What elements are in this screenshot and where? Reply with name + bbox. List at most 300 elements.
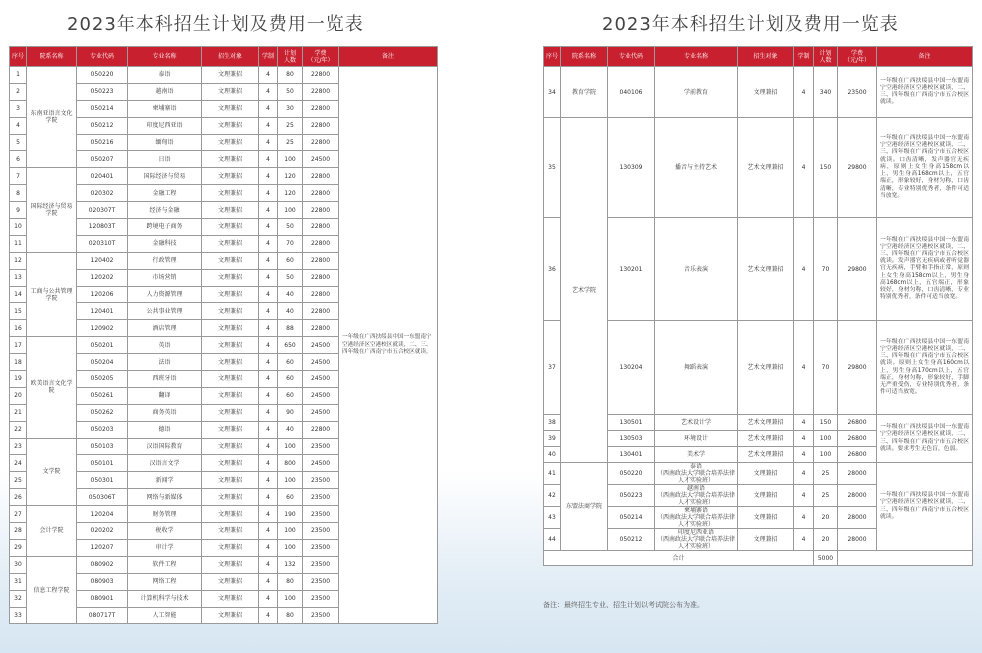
row-index: 8	[10, 185, 27, 202]
plan-count: 50	[278, 83, 303, 100]
enroll-target: 文理兼招	[202, 202, 259, 219]
right-table-header	[544, 47, 973, 67]
study-years: 4	[259, 387, 278, 404]
major-name: 越南语 （西南政法大学联合培养法律人才实验班）	[655, 485, 738, 507]
header-years: 学制	[794, 47, 814, 67]
major-name: 柬埔寨语 （西南政法大学联合培养法律人才实验班）	[655, 507, 738, 529]
plan-count: 20	[814, 507, 838, 529]
remarks-note: 一年级在广西扶绥县中国一东盟南宁空港经济区空港校区就读，二、三、四年级在广西南宁市五合校区就读。	[877, 67, 973, 118]
tuition-fee: 24500	[303, 404, 339, 421]
enroll-target: 文理兼招	[202, 421, 259, 438]
study-years: 4	[794, 485, 814, 507]
enroll-target: 文理兼招	[202, 67, 259, 84]
row-index: 38	[544, 415, 561, 431]
major-name: 金融工程	[128, 185, 202, 202]
major-code: 050205	[77, 371, 128, 388]
left-table-header	[10, 47, 438, 67]
tuition-fee: 29800	[838, 321, 877, 415]
major-name: 泰语	[128, 67, 202, 84]
plan-count: 190	[278, 506, 303, 523]
major-code: 080717T	[77, 607, 128, 624]
study-years: 4	[794, 463, 814, 485]
tuition-fee: 23500	[303, 506, 339, 523]
enroll-target: 文理兼招	[202, 100, 259, 117]
major-code: 020302	[77, 185, 128, 202]
major-name: 美术学	[655, 447, 738, 463]
header-dept: 院系名称	[561, 47, 608, 67]
header-major: 专业名称	[655, 47, 738, 67]
study-years: 4	[259, 371, 278, 388]
enroll-target: 文理兼招	[202, 286, 259, 303]
study-years: 4	[259, 168, 278, 185]
row-index: 30	[10, 556, 27, 573]
major-name: 汉语言文学	[128, 455, 202, 472]
major-name: 经济与金融	[128, 202, 202, 219]
enroll-target: 文理兼招	[202, 269, 259, 286]
enroll-target: 文理兼招	[202, 607, 259, 624]
study-years: 4	[259, 67, 278, 84]
major-name: 艺术设计学	[655, 415, 738, 431]
major-name: 越南语	[128, 83, 202, 100]
table-row	[544, 218, 973, 321]
row-index: 39	[544, 431, 561, 447]
plan-count: 25	[814, 485, 838, 507]
total-value: 5000	[814, 551, 838, 566]
plan-count: 70	[814, 321, 838, 415]
tuition-fee: 22800	[303, 67, 339, 84]
study-years: 4	[259, 455, 278, 472]
plan-count: 70	[278, 235, 303, 252]
study-years: 4	[259, 421, 278, 438]
major-name: 柬埔寨语	[128, 100, 202, 117]
row-index: 14	[10, 286, 27, 303]
row-index: 43	[544, 507, 561, 529]
major-code: 130501	[608, 415, 655, 431]
enroll-target: 艺术文理兼招	[738, 321, 794, 415]
major-code: 020401	[77, 168, 128, 185]
major-name: 公共事业管理	[128, 303, 202, 320]
row-index: 21	[10, 404, 27, 421]
plan-count: 120	[278, 168, 303, 185]
row-index: 20	[10, 387, 27, 404]
enroll-target: 文理兼招	[202, 489, 259, 506]
row-index: 19	[10, 371, 27, 388]
right-page-title: 2023年本科招生计划及费用一览表	[602, 14, 899, 35]
enroll-target: 文理兼招	[738, 67, 794, 118]
major-name: 审计学	[128, 539, 202, 556]
header-years: 学制	[259, 47, 278, 67]
study-years: 4	[259, 303, 278, 320]
study-years: 4	[259, 185, 278, 202]
row-index: 25	[10, 472, 27, 489]
tuition-fee: 24500	[303, 455, 339, 472]
tuition-fee: 24500	[303, 371, 339, 388]
study-years: 4	[259, 523, 278, 540]
right-table-body	[544, 67, 973, 566]
plan-count: 40	[278, 286, 303, 303]
study-years: 4	[259, 219, 278, 236]
major-name: 日语	[128, 151, 202, 168]
header-code: 专业代码	[608, 47, 655, 67]
tuition-fee: 23500	[303, 556, 339, 573]
study-years: 4	[259, 489, 278, 506]
plan-count: 150	[814, 118, 838, 218]
enroll-target: 文理兼招	[202, 219, 259, 236]
plan-count: 60	[278, 387, 303, 404]
left-page-title: 2023年本科招生计划及费用一览表	[67, 14, 364, 35]
enroll-target: 文理兼招	[202, 472, 259, 489]
study-years: 4	[259, 404, 278, 421]
study-years: 4	[259, 286, 278, 303]
plan-count: 120	[278, 185, 303, 202]
enroll-target: 文理兼招	[202, 83, 259, 100]
study-years: 4	[794, 431, 814, 447]
plan-count: 340	[814, 67, 838, 118]
row-index: 10	[10, 219, 27, 236]
plan-count: 132	[278, 556, 303, 573]
tuition-fee: 24500	[303, 337, 339, 354]
major-code: 050220	[608, 463, 655, 485]
tuition-fee: 22800	[303, 320, 339, 337]
study-years: 4	[259, 472, 278, 489]
tuition-fee: 24500	[303, 151, 339, 168]
enroll-target: 文理兼招	[738, 529, 794, 551]
dept-name: 欧美语言文化学院	[27, 337, 77, 438]
study-years: 4	[259, 506, 278, 523]
plan-count: 80	[278, 607, 303, 624]
tuition-fee: 28000	[838, 507, 877, 529]
major-code: 050262	[77, 404, 128, 421]
plan-count: 70	[814, 218, 838, 321]
table-row	[544, 67, 973, 118]
header-plan: 计划 人数	[278, 47, 303, 67]
major-name: 西班牙语	[128, 371, 202, 388]
major-code: 130503	[608, 431, 655, 447]
enroll-target: 文理兼招	[202, 337, 259, 354]
major-name: 跨境电子商务	[128, 219, 202, 236]
plan-count: 150	[814, 415, 838, 431]
tuition-fee: 23500	[303, 607, 339, 624]
enroll-target: 文理兼招	[202, 151, 259, 168]
tuition-fee: 24500	[303, 387, 339, 404]
plan-count: 60	[278, 354, 303, 371]
study-years: 4	[259, 134, 278, 151]
dept-name: 工商与公共管理学院	[27, 252, 77, 336]
major-code: 050207	[77, 151, 128, 168]
dept-name: 东南亚语言文化学院	[27, 67, 77, 168]
row-index: 27	[10, 506, 27, 523]
major-code: 050201	[77, 337, 128, 354]
tuition-fee: 22800	[303, 185, 339, 202]
row-index: 3	[10, 100, 27, 117]
plan-count: 100	[278, 151, 303, 168]
plan-count: 80	[278, 67, 303, 84]
tuition-fee: 22800	[303, 100, 339, 117]
enroll-target: 文理兼招	[202, 235, 259, 252]
row-index: 12	[10, 252, 27, 269]
remarks-note: 一年级在广西扶绥县中国一东盟南宁空港经济区空港校区就读，二、三、四年级在广西南宁市五合校区就读。原则上女生身高160cm以上，男生身高170cm以上，五官端正，身材匀称，形象较好，手脚无严重受伤，专业特别优秀者，条件可适当放宽。	[877, 321, 973, 415]
study-years: 4	[259, 202, 278, 219]
tuition-fee: 22800	[303, 134, 339, 151]
header-plan: 计划 人数	[814, 47, 838, 67]
tuition-fee: 28000	[838, 463, 877, 485]
footer-note: 备注：最终招生专业、招生计划以考试院公布为准。	[543, 601, 704, 609]
left-table-body	[10, 67, 438, 624]
major-name: 播音与主持艺术	[655, 118, 738, 218]
table-row	[544, 463, 973, 485]
enroll-target: 文理兼招	[738, 485, 794, 507]
tuition-fee: 22800	[303, 235, 339, 252]
enroll-target: 文理兼招	[202, 590, 259, 607]
major-code: 120803T	[77, 219, 128, 236]
plan-count: 100	[278, 590, 303, 607]
total-row	[544, 551, 973, 566]
major-code: 130201	[608, 218, 655, 321]
major-name: 酒店管理	[128, 320, 202, 337]
row-index: 22	[10, 421, 27, 438]
enroll-target: 艺术文理兼招	[738, 118, 794, 218]
header-dept: 院系名称	[27, 47, 77, 67]
major-code: 120206	[77, 286, 128, 303]
remarks-note: 一年级在广西扶绥县中国一东盟南宁空港经济区空港校区就读，二、三、四年级在广西南宁市五合校区就读。	[339, 67, 438, 624]
row-index: 16	[10, 320, 27, 337]
major-name: 法语	[128, 354, 202, 371]
plan-count: 100	[278, 202, 303, 219]
plan-count: 90	[278, 404, 303, 421]
plan-count: 100	[278, 438, 303, 455]
row-index: 6	[10, 151, 27, 168]
dept-name: 艺术学院	[561, 118, 608, 463]
study-years: 4	[259, 590, 278, 607]
major-name: 学前教育	[655, 67, 738, 118]
right-enrollment-table	[543, 46, 973, 566]
row-index: 35	[544, 118, 561, 218]
major-code: 130309	[608, 118, 655, 218]
row-index: 28	[10, 523, 27, 540]
major-name: 印度尼西亚语 （西南政法大学联合培养法律人才实验班）	[655, 529, 738, 551]
enroll-target: 艺术文理兼招	[738, 431, 794, 447]
major-name: 汉语国际教育	[128, 438, 202, 455]
study-years: 4	[259, 100, 278, 117]
row-index: 33	[10, 607, 27, 624]
tuition-fee: 22800	[303, 83, 339, 100]
enroll-target: 文理兼招	[202, 371, 259, 388]
row-index: 9	[10, 202, 27, 219]
enroll-target: 文理兼招	[202, 185, 259, 202]
row-index: 2	[10, 83, 27, 100]
major-name: 印度尼西亚语	[128, 117, 202, 134]
row-index: 32	[10, 590, 27, 607]
total-blank	[838, 551, 973, 566]
row-index: 11	[10, 235, 27, 252]
plan-count: 100	[278, 523, 303, 540]
row-index: 15	[10, 303, 27, 320]
dept-name: 文学院	[27, 438, 77, 506]
enroll-target: 文理兼招	[202, 252, 259, 269]
major-code: 050101	[77, 455, 128, 472]
major-code: 080901	[77, 590, 128, 607]
row-index: 24	[10, 455, 27, 472]
major-name: 行政管理	[128, 252, 202, 269]
major-code: 050261	[77, 387, 128, 404]
enroll-target: 文理兼招	[202, 387, 259, 404]
row-index: 7	[10, 168, 27, 185]
tuition-fee: 23500	[303, 539, 339, 556]
tuition-fee: 23500	[303, 472, 339, 489]
table-row	[544, 118, 973, 218]
enroll-target: 文理兼招	[202, 354, 259, 371]
major-code: 050214	[608, 507, 655, 529]
major-name: 英语	[128, 337, 202, 354]
major-name: 网络与新媒体	[128, 489, 202, 506]
study-years: 4	[259, 320, 278, 337]
tuition-fee: 23500	[303, 489, 339, 506]
row-index: 40	[544, 447, 561, 463]
total-label: 合计	[544, 551, 814, 566]
major-name: 税收学	[128, 523, 202, 540]
enroll-target: 文理兼招	[202, 573, 259, 590]
major-code: 050203	[77, 421, 128, 438]
tuition-fee: 26800	[838, 415, 877, 431]
plan-count: 30	[278, 100, 303, 117]
plan-count: 650	[278, 337, 303, 354]
enroll-target: 文理兼招	[202, 455, 259, 472]
enroll-target: 文理兼招	[202, 303, 259, 320]
dept-name: 会计学院	[27, 506, 77, 557]
major-name: 国际经济与贸易	[128, 168, 202, 185]
major-code: 050306T	[77, 489, 128, 506]
table-row	[10, 67, 438, 84]
tuition-fee: 29800	[838, 118, 877, 218]
major-code: 020202	[77, 523, 128, 540]
tuition-fee: 24500	[303, 354, 339, 371]
major-name: 软件工程	[128, 556, 202, 573]
remarks-note: 一年级在广西扶绥县中国一东盟南宁空港经济区空港校区就读，二、三、四年级在广西南宁市五合校区就读。发声器官无疾病或者听觉器官无疾病，手臂和手指正常，原则上女生身高158cm以上，男生身高168cm以上，五官端正，形象较好，身材匀称，口齿清晰，专业特别优秀者，条件可适当放宽。	[877, 218, 973, 321]
row-index: 36	[544, 218, 561, 321]
study-years: 4	[794, 118, 814, 218]
plan-count: 25	[278, 134, 303, 151]
tuition-fee: 23500	[303, 573, 339, 590]
major-code: 050214	[77, 100, 128, 117]
enroll-target: 文理兼招	[202, 168, 259, 185]
plan-count: 800	[278, 455, 303, 472]
header-remarks: 备注	[877, 47, 973, 67]
header-index: 序号	[544, 47, 561, 67]
tuition-fee: 22800	[303, 117, 339, 134]
major-name: 人工智能	[128, 607, 202, 624]
header-index: 序号	[10, 47, 27, 67]
major-name: 新闻学	[128, 472, 202, 489]
study-years: 4	[259, 573, 278, 590]
header-fee: 学费 （元/年）	[838, 47, 877, 67]
row-index: 44	[544, 529, 561, 551]
row-index: 29	[10, 539, 27, 556]
study-years: 4	[259, 607, 278, 624]
tuition-fee: 28000	[838, 529, 877, 551]
major-code: 050301	[77, 472, 128, 489]
study-years: 4	[259, 337, 278, 354]
enroll-target: 文理兼招	[202, 438, 259, 455]
row-index: 4	[10, 117, 27, 134]
major-code: 050204	[77, 354, 128, 371]
tuition-fee: 22800	[303, 303, 339, 320]
major-code: 050212	[77, 117, 128, 134]
header-remarks: 备注	[339, 47, 438, 67]
tuition-fee: 22800	[303, 421, 339, 438]
major-name: 商务英语	[128, 404, 202, 421]
enroll-target: 艺术文理兼招	[738, 218, 794, 321]
study-years: 4	[794, 507, 814, 529]
major-name: 人力资源管理	[128, 286, 202, 303]
major-name: 德语	[128, 421, 202, 438]
header-target: 招生对象	[738, 47, 794, 67]
dept-name: 信息工程学院	[27, 556, 77, 624]
row-index: 37	[544, 321, 561, 415]
row-index: 1	[10, 67, 27, 84]
plan-count: 60	[278, 371, 303, 388]
tuition-fee: 29800	[838, 218, 877, 321]
row-index: 41	[544, 463, 561, 485]
tuition-fee: 22800	[303, 219, 339, 236]
tuition-fee: 23500	[303, 438, 339, 455]
major-code: 050212	[608, 529, 655, 551]
remarks-note: 一年级在广西扶绥县中国一东盟南宁空港经济区空港校区就读，二、三、四年级在广西南宁市五合校区就读。要求考生无色盲，色弱。	[877, 415, 973, 463]
plan-count: 25	[814, 463, 838, 485]
tuition-fee: 23500	[838, 67, 877, 118]
enroll-target: 文理兼招	[202, 539, 259, 556]
major-name: 财务管理	[128, 506, 202, 523]
major-code: 020310T	[77, 235, 128, 252]
enroll-target: 艺术文理兼招	[738, 447, 794, 463]
major-code: 050223	[77, 83, 128, 100]
row-index: 23	[10, 438, 27, 455]
major-code: 050103	[77, 438, 128, 455]
plan-count: 100	[814, 447, 838, 463]
plan-count: 88	[278, 320, 303, 337]
plan-count: 25	[278, 117, 303, 134]
header-code: 专业代码	[77, 47, 128, 67]
plan-count: 50	[278, 269, 303, 286]
header-target: 招生对象	[202, 47, 259, 67]
major-name: 泰语 （西南政法大学联合培养法律人才实验班）	[655, 463, 738, 485]
plan-count: 40	[278, 421, 303, 438]
row-index: 5	[10, 134, 27, 151]
enroll-target: 文理兼招	[202, 506, 259, 523]
dept-name: 东盟法商学院	[561, 463, 608, 551]
dept-name: 国际经济与贸易学院	[27, 168, 77, 252]
plan-count: 20	[814, 529, 838, 551]
study-years: 4	[259, 252, 278, 269]
study-years: 4	[794, 447, 814, 463]
major-code: 080903	[77, 573, 128, 590]
tuition-fee: 22800	[303, 202, 339, 219]
tuition-fee: 22800	[303, 286, 339, 303]
remarks-note: 一年级在广西扶绥县中国一东盟南宁空港经济区空港校区就读，二、三、四年级在广西南宁市五合校区就读。口齿清晰，发声器官无疾病，原则上女生身高158cm以上，男生身高168cm以上，五官端正，形象较好，身材匀称，口齿清晰，专业特别优秀者，条件可适当放宽。	[877, 118, 973, 218]
header-fee: 学费 （元/年）	[303, 47, 339, 67]
major-code: 020307T	[77, 202, 128, 219]
enroll-target: 文理兼招	[202, 117, 259, 134]
study-years: 4	[794, 415, 814, 431]
plan-count: 60	[278, 252, 303, 269]
table-row	[544, 321, 973, 415]
major-name: 计算机科学与技术	[128, 590, 202, 607]
study-years: 4	[259, 354, 278, 371]
major-code: 120902	[77, 320, 128, 337]
study-years: 4	[259, 235, 278, 252]
tuition-fee: 22800	[303, 269, 339, 286]
left-enrollment-table	[9, 46, 438, 624]
plan-count: 40	[278, 303, 303, 320]
